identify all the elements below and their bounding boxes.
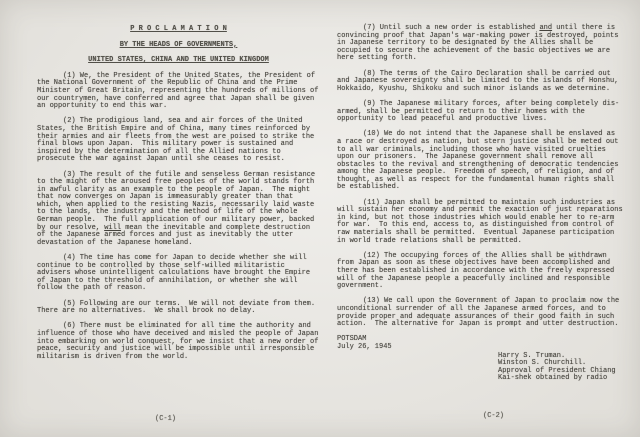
paragraph-10: (10) We do not intend that the Japanese shall be enslaved as a race or destroyed as nation, but stern justice shall be meted out to all war criminals, including those who have visited cruelties upon our prisoners. The Japanese government shall remove all obstacles to the revival and strengthening of democratic tendencies among the Japanese people. Freedom of speech, of religion, and of thought, as well as respect for the fundamental human rights shall be established.	[337, 130, 623, 192]
paragraph-1: (1) We, the President of the United States, the President of the National Government of the Republic of China and the Prime Minister of Great Britain, representing the hundreds of millions of our countrymen, have conferred and agree that Japan shall be given an opportunity to end this war.	[37, 71, 323, 111]
dateline-date: July 26, 1945	[337, 342, 392, 351]
signature-churchill: Winston S. Churchill.	[498, 359, 587, 368]
dateline-place: POTSDAM	[337, 335, 367, 344]
right-column	[337, 24, 627, 383]
paragraph-5: (5) Following are our terms. We will not deviate from them. There are no alternatives. We shall brook no delay.	[37, 299, 320, 316]
signature-chiang-line2: Kai-shek obtained by radio	[498, 374, 608, 383]
paragraph-3: (3) The result of the futile and senseless German resistance to the might of the aroused free peoples of the world stands forth in awful clarity as an example to the people of Japan. The might that now converges on Japan is immeasurably greater than that which, when applied to the resisting Nazis, necessarily laid waste to the lands, the industry and the method of life of the whole German people. The full application of our military power, backed by our resolve, will mean the inevitable and complete destruction of the Japanese armed forces and just as inevitably the utter devastation of the Japanese homeland.	[37, 170, 320, 247]
signature-truman: Harry S. Truman.	[498, 351, 566, 360]
paragraph-12: (12) The occupying forces of the Allies shall be withdrawn from Japan as soon as these objectives have been accomplished and there has been established in accordance with the freely expressed will of the Japanese people a peacefully inclined and responsible government.	[337, 251, 619, 291]
paragraph-4: (4) The time has come for Japan to decide whether she will continue to be controlled by those self-willed militaristic advisers whose unintelligent calculations have brought the Empire of Japan to the threshold of annihilation, or whether she will follow the path of reason.	[37, 254, 315, 293]
document-title: P R O C L A M A T I O N	[130, 25, 227, 33]
page-number-left: (C-1)	[155, 415, 177, 423]
page-number-right: (C-2)	[483, 412, 505, 420]
signature-block	[498, 353, 623, 383]
signature-chiang-line1: Approval of President Chiang	[498, 366, 616, 375]
left-column	[37, 25, 323, 369]
paragraph-7: (7) Until such a new order is established and until there is convincing proof that Japan's war-making power is destroyed, points in Japanese territory to be designated by the Allies shall be occupied to secure the achievement of the basic objectives we are here setting forth.	[337, 24, 623, 63]
paragraph-2: (2) The prodigious land, sea and air forces of the United States, the British Empire and of China, many times reinforced by their armies and air fleets from the west are poised to strike the final blows upon Japan. This military power is sustained and inspired by the determination of all the Allied nations to prosecute the war against Japan until she ceases to resist.	[37, 117, 319, 164]
document-subtitle-countries: UNITED STATES, CHINA AND THE UNITED KINGDOM	[88, 56, 269, 65]
document-subtitle-governments: BY THE HEADS OF GOVERNMENTS,	[119, 40, 238, 49]
paragraph-13: (13) We call upon the Government of Japan to proclaim now the unconditional surrender of all the Japanese armed forces, and to provide proper and adequate assurances of their good faith in such action. The alternative for Japan is prompt and utter destruction.	[337, 297, 624, 329]
paragraph-8: (8) The terms of the Cairo Declaration shall be carried out and Japanese sovereignty shall be limited to the islands of Honshu, Hokkaido, Kyushu, Shikoku and such minor islands as we determine.	[337, 69, 623, 93]
paragraph-6: (6) There must be eliminated for all time the authority and influence of those who have deceived and misled the people of Japan into embarking on world conquest, for we insist that a new order of peace, security and justice will be impossible until irresponsible militarism is driven from the world.	[37, 322, 323, 361]
paragraph-11: (11) Japan shall be permitted to maintain such industries as will sustain her economy and permit the exaction of just reparations in kind, but not those industries which would enable her to re-arm for war. To this end, access to, as distinguished from control of raw materials shall be permitted. Eventual Japanese participation in world trade relations shall be permitted.	[337, 198, 627, 245]
paragraph-9: (9) The Japanese military forces, after being completely dis-armed, shall be permitted to return to their homes with the opportunity to lead peaceful and productive lives.	[337, 99, 620, 124]
dateline	[337, 336, 623, 351]
